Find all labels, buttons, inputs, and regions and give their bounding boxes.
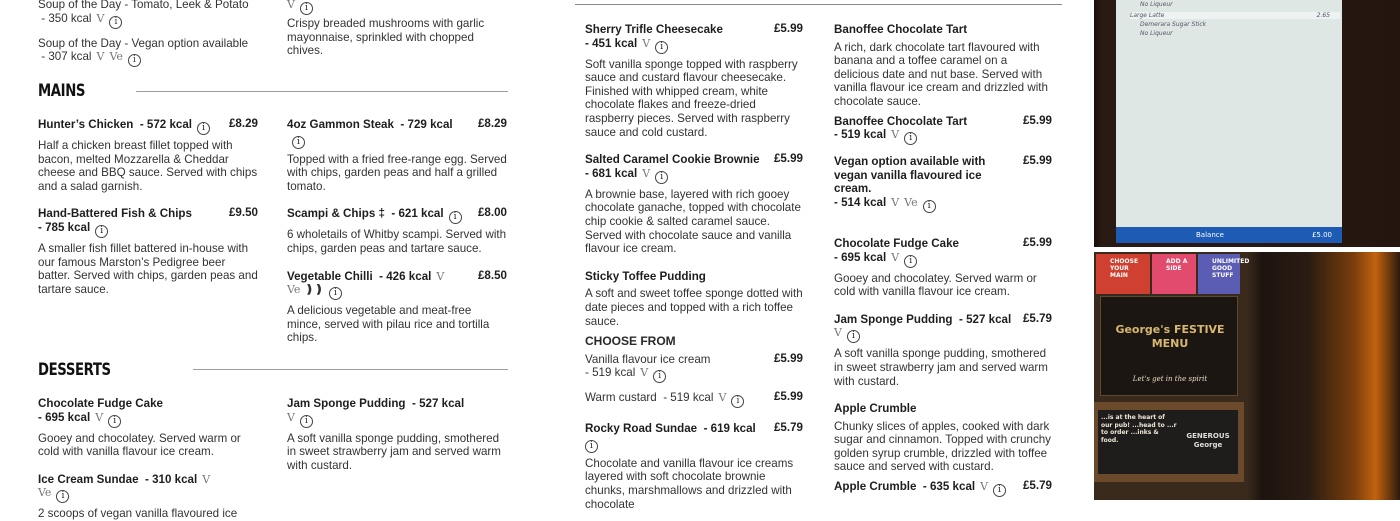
item-kcal: - 514 kcal — [834, 195, 887, 209]
order-line — [1130, 12, 1340, 19]
item-price: £5.79 — [773, 421, 803, 435]
item-kcal: - 621 kcal — [391, 207, 444, 221]
item-name: Salted Caramel Cookie Brownie — [585, 153, 760, 167]
order-line: No Liqueur — [1140, 30, 1173, 37]
step-3-banner — [1198, 254, 1250, 294]
item-price: £5.99 — [1022, 113, 1052, 127]
vegetarian-icon: V — [287, 0, 295, 11]
info-icon[interactable]: i — [95, 225, 108, 238]
item-kcal: - 519 kcal — [834, 128, 887, 142]
item-kcal: - 785 kcal — [38, 220, 91, 234]
item-price: £5.79 — [1022, 479, 1052, 493]
info-icon[interactable]: i — [108, 415, 121, 428]
festive-menu-logo: George's FESTIVE MENU — [1115, 323, 1225, 350]
info-icon[interactable]: i — [300, 2, 313, 15]
vegetarian-icon: V — [640, 366, 649, 380]
vegetarian-icon: V — [642, 166, 651, 180]
menu-item-apple-crumble — [834, 402, 1052, 474]
vegetarian-icon: V — [718, 391, 727, 405]
item-kcal: - 310 kcal — [144, 472, 198, 486]
menu-item-soup-vegan — [38, 37, 258, 68]
item-description: A smaller fish fillet battered in-house with our famous Marston’s Pedigree beer batter. Served with chips, garden peas and tartare sauce. — [38, 241, 258, 296]
vegetarian-icon: V — [891, 195, 900, 209]
item-name: Banoffee Chocolate Tart — [834, 23, 968, 36]
item-name: Ice Cream Sundae — [38, 472, 139, 486]
menu-item-salted-caramel-brownie — [585, 153, 803, 256]
item-description: Gooey and chocolatey. Served warm or cold with vanilla flavour ice cream. — [834, 271, 1037, 299]
menu-page-2-column-1 — [585, 23, 803, 511]
menu-item-chocolate-fudge-cake-2 — [834, 237, 1052, 299]
menu-item-vegetable-chilli — [287, 270, 507, 345]
item-price: £5.99 — [773, 351, 803, 365]
order-line: No Liqueur — [1140, 1, 1173, 8]
item-name: Sticky Toffee Pudding — [585, 269, 706, 283]
vegetarian-icon: V — [287, 410, 295, 424]
vegan-icon: Ve — [287, 283, 301, 297]
menu-page-1 — [38, 0, 508, 521]
item-kcal: - 619 kcal — [703, 422, 756, 436]
info-icon[interactable]: i — [731, 395, 744, 408]
item-description: Soft vanilla sponge topped with raspberry sauce and custard flavour cheesecake. Finished with whipped cream, white chocolate flakes and freeze-dried raspberry pieces. Served with raspberry sauce and cold custard. — [585, 57, 798, 139]
menu-item-mushrooms — [287, 0, 507, 58]
menu-item-hunters-chicken — [38, 118, 258, 193]
menu-item-sticky-toffee — [585, 270, 803, 328]
item-description: Crispy breaded mushrooms with garlic mayonnaise, sprinkled with chopped chives. — [287, 17, 485, 58]
chilli-icon: ❫❫ — [304, 283, 324, 297]
mains-heading-row — [38, 80, 508, 102]
balance-value: £5.00 — [1311, 231, 1332, 239]
info-icon[interactable]: i — [56, 490, 69, 503]
item-price: £5.79 — [1022, 311, 1052, 325]
item-description: A brownie base, layered with rich gooey chocolate ganache, topped with chocolate chip cookie & salted caramel sauce. Served with chocolate sauce and vanilla flavour ice cream. — [585, 187, 801, 256]
item-name: Banoffee Chocolate Tart — [834, 114, 968, 128]
divider — [193, 369, 508, 370]
item-description: A delicious vegetable and meat-free mince, served with pilau rice and tortilla chips. — [287, 304, 490, 345]
item-name: Jam Sponge Pudding — [287, 396, 406, 410]
vegan-icon: Ve — [904, 195, 918, 209]
item-description: A soft and sweet toffee sponge dotted with date pieces and topped with a rich toffee sauce. — [585, 287, 803, 328]
starters-section — [38, 0, 508, 80]
pos-screen-photo — [1094, 0, 1400, 247]
item-kcal: - 519 kcal — [585, 366, 636, 380]
chalkboard — [1098, 410, 1238, 474]
item-name: Soup of the Day - Tomato, Leek & Potato — [38, 0, 249, 11]
section-heading-desserts: DESSERTS — [38, 359, 111, 380]
info-icon[interactable]: i — [128, 54, 141, 67]
info-icon[interactable]: i — [993, 484, 1006, 497]
section-heading-mains: MAINS — [38, 81, 86, 101]
step-label: UNLIMITED GOOD STUFF — [1212, 258, 1250, 279]
vegetarian-icon: V — [834, 326, 842, 340]
menu-item-chocolate-fudge-cake — [38, 397, 258, 459]
info-icon[interactable]: i — [449, 211, 462, 224]
item-price: £5.99 — [773, 22, 803, 35]
festive-menu-photo — [1094, 252, 1400, 500]
step-label: CHOOSE YOUR MAIN — [1110, 258, 1139, 279]
vegetarian-icon: V — [202, 472, 211, 486]
item-name: Hand-Battered Fish & Chips — [38, 207, 192, 221]
menu-item-fish-chips — [38, 207, 258, 296]
order-line-name: Large Latte — [1130, 12, 1165, 19]
item-price: £5.99 — [1022, 154, 1052, 168]
item-price: £8.50 — [477, 268, 507, 282]
item-name: Warm custard — [585, 391, 657, 405]
item-description: Chocolate and vanilla flavour ice creams layered with soft chocolate brownie chunks, marshmallows and drizzled with chocolate — [585, 456, 794, 511]
info-icon[interactable]: i — [329, 287, 342, 300]
vegetarian-icon: V — [980, 480, 989, 494]
order-line-price: 2.65 — [1316, 12, 1330, 19]
info-icon[interactable]: i — [300, 415, 313, 428]
item-kcal: - 527 kcal — [411, 396, 465, 410]
info-icon[interactable]: i — [904, 132, 917, 145]
item-name: Vanilla flavour ice cream — [585, 352, 711, 366]
item-description: Chunky slices of apples, cooked with dark sugar and cinnamon. Topped with crunchy golden syrup crumble, drizzled with toffee sauce and served with custard. — [834, 419, 1051, 474]
item-kcal: - 695 kcal — [834, 250, 887, 264]
item-description: Gooey and chocolatey. Served warm or cold with vanilla flavour ice cream. — [38, 431, 241, 459]
vegetarian-icon: V — [95, 410, 104, 424]
item-kcal: - 426 kcal — [379, 269, 432, 283]
divider — [575, 4, 1062, 5]
item-description: 2 scoops of vegan vanilla flavoured ice — [38, 507, 238, 521]
item-kcal: - 572 kcal — [139, 118, 193, 131]
info-icon[interactable]: i — [847, 330, 860, 343]
mains-section — [38, 118, 508, 345]
balance-bar — [1116, 227, 1342, 243]
item-kcal: - 729 kcal — [400, 118, 453, 131]
menu-item-jam-sponge-2 — [834, 313, 1052, 388]
item-kcal: - 681 kcal — [585, 166, 638, 180]
item-description: A soft vanilla sponge pudding, smothered in sweet strawberry jam and served warm with custard. — [287, 431, 501, 472]
item-price: £8.29 — [477, 117, 507, 130]
menu-page-2-column-2 — [834, 23, 1052, 497]
item-description: Half a chicken breast fillet topped with bacon, melted Mozzarella & Cheddar cheese and BBQ sauce. Served with chips and a salad garnish. — [38, 139, 258, 193]
item-price: £8.29 — [228, 117, 258, 130]
item-name: 4oz Gammon Steak — [287, 118, 394, 131]
menu-item-sherry-trifle — [585, 23, 803, 139]
vegetarian-icon: V — [96, 50, 105, 64]
option-warm-custard — [585, 391, 803, 408]
option-vanilla-ice-cream — [585, 353, 803, 384]
option-banoffee-tart — [834, 115, 1052, 146]
item-name: Scampi & Chips ‡ — [287, 207, 385, 221]
vegetarian-icon: V — [891, 128, 900, 142]
item-name: Apple Crumble — [834, 480, 917, 494]
wooden-sign — [1094, 402, 1244, 482]
menu-item-gammon — [287, 118, 507, 193]
info-icon[interactable]: i — [585, 440, 598, 453]
step-1-banner — [1096, 254, 1150, 294]
item-kcal: - 527 kcal — [958, 312, 1012, 326]
info-icon[interactable]: i — [923, 200, 936, 213]
item-price: £5.99 — [1022, 235, 1052, 249]
divider — [136, 91, 508, 92]
item-name: Apple Crumble — [834, 402, 917, 416]
item-kcal: - 350 kcal — [41, 11, 92, 25]
vegetarian-icon: V — [436, 269, 445, 283]
item-name: Chocolate Fudge Cake — [834, 236, 959, 250]
chalkboard-message: ...is at the heart of our pub! ...head to ...r to order ...inks & food. — [1101, 414, 1177, 444]
info-icon[interactable]: i — [197, 122, 210, 135]
item-price: £5.99 — [773, 390, 803, 404]
choose-from-heading: CHOOSE FROM — [585, 334, 676, 349]
item-kcal: - 635 kcal — [922, 480, 976, 494]
menu-item-scampi — [287, 207, 507, 255]
item-description: A rich, dark chocolate tart flavoured with banana and a toffee caramel on a delicious date and nut base. Served with vanilla flavour ice cream and drizzled with chocolate sauce. — [834, 40, 1048, 108]
item-name: Jam Sponge Pudding — [834, 312, 953, 326]
item-description: Topped with a fried free-range egg. Served with chips, garden peas and half a grilled tomato. — [287, 152, 507, 193]
item-kcal: - 307 kcal — [41, 50, 92, 64]
info-icon[interactable]: i — [904, 255, 917, 268]
info-icon[interactable]: i — [109, 16, 122, 29]
item-name: Vegan option available with vegan vanilla flavoured ice cream. — [834, 155, 986, 196]
step-2-banner — [1152, 254, 1196, 294]
vegan-icon: Ve — [109, 50, 123, 64]
item-kcal: - 695 kcal — [38, 410, 91, 424]
item-name: Chocolate Fudge Cake — [38, 396, 163, 410]
step-label: ADD A SIDE — [1166, 258, 1188, 272]
item-name: Soup of the Day - Vegan option available — [38, 36, 249, 50]
item-price: £8.00 — [477, 206, 507, 220]
menu-item-ice-cream-sundae — [38, 473, 258, 521]
menu-item-rocky-road — [585, 422, 803, 511]
generous-george-logo: GENEROUS George — [1186, 432, 1230, 449]
item-name: Sherry Trifle Cheesecake — [585, 23, 723, 36]
item-kcal: - 519 kcal — [663, 391, 714, 405]
item-price: £5.99 — [773, 152, 803, 166]
menu-item-banoffee-tart — [834, 23, 1052, 109]
item-kcal: - 451 kcal — [585, 36, 638, 50]
info-icon[interactable]: i — [292, 136, 305, 149]
info-icon[interactable]: i — [653, 370, 666, 383]
vegetarian-icon: V — [642, 36, 651, 50]
item-name: Hunter’s Chicken — [38, 118, 134, 131]
menu-item-jam-sponge — [287, 397, 507, 472]
item-description: 6 wholetails of Whitby scampi. Served with chips, garden peas and tartare sauce. — [287, 228, 507, 255]
item-description: A soft vanilla sponge pudding, smothered in sweet strawberry jam and served warm with custard. — [834, 347, 1048, 388]
vegetarian-icon: V — [96, 11, 105, 25]
menu-item-soup-tomato — [38, 0, 258, 29]
festive-menu-card — [1100, 296, 1238, 396]
item-name: Vegetable Chilli — [287, 269, 373, 283]
item-price: £9.50 — [228, 206, 258, 220]
vegetarian-icon: V — [891, 250, 900, 264]
order-line: Demerara Sugar Stick — [1140, 21, 1207, 28]
option-apple-crumble — [834, 480, 1052, 497]
option-banoffee-vegan — [834, 155, 1052, 213]
item-name: Rocky Road Sundae — [585, 422, 698, 436]
info-icon[interactable]: i — [655, 41, 668, 54]
pos-screen — [1116, 0, 1342, 243]
balance-label: Balance — [1196, 231, 1224, 239]
festive-menu-tagline: Let's get in the spirit — [1132, 375, 1208, 383]
info-icon[interactable]: i — [655, 171, 668, 184]
vegan-icon: Ve — [38, 486, 52, 500]
desserts-section — [38, 397, 508, 521]
desserts-heading-row — [38, 359, 508, 381]
